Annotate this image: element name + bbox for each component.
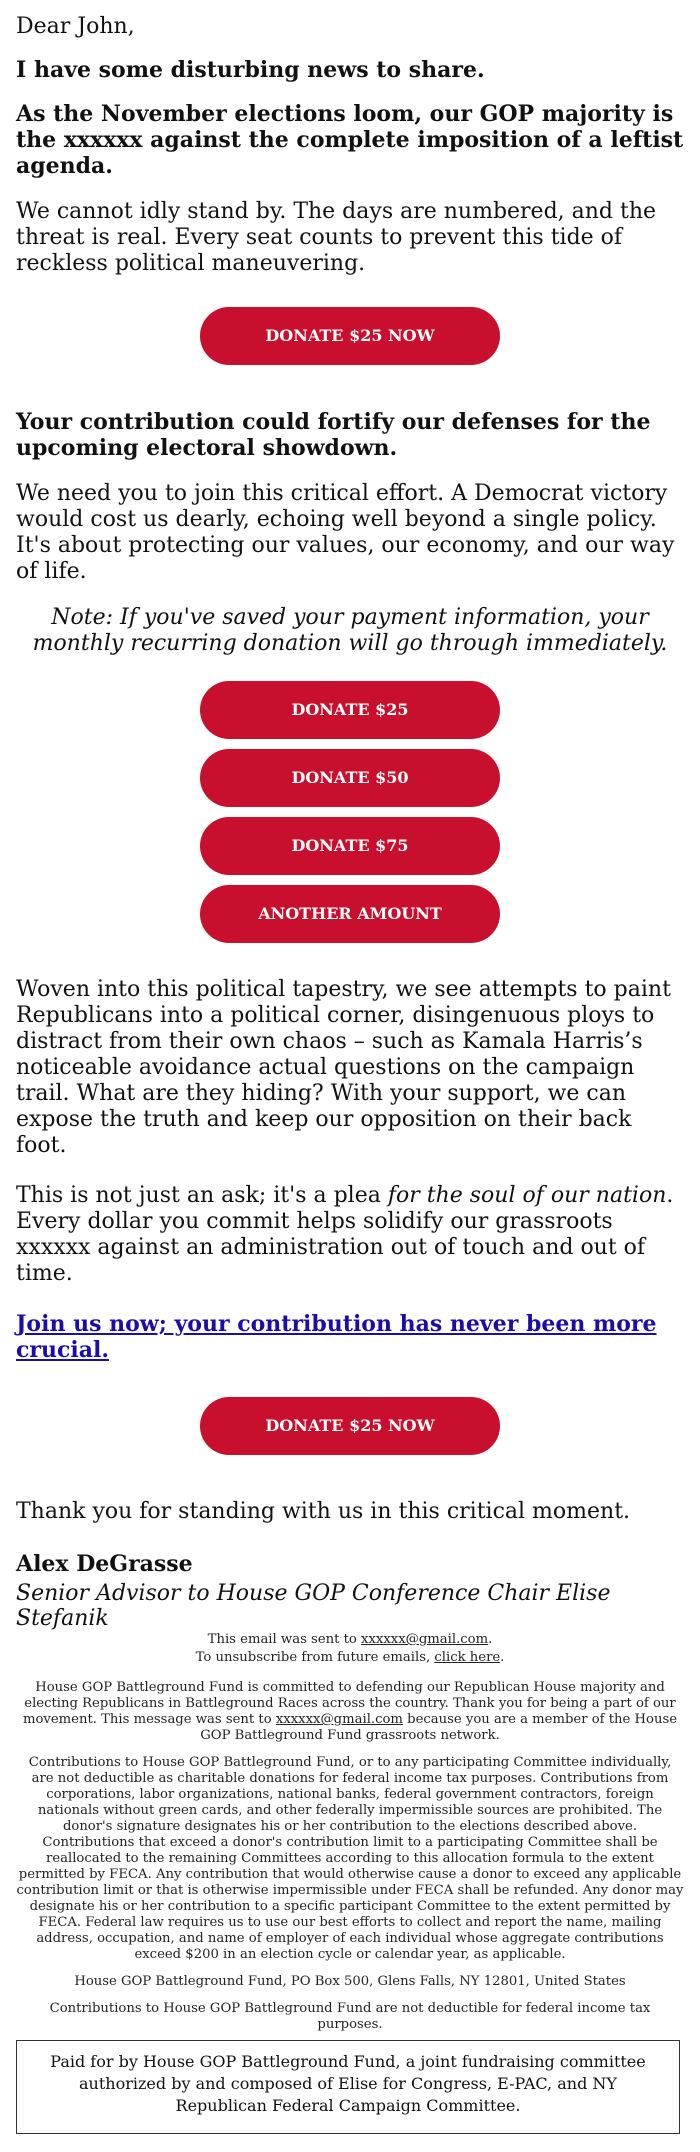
- headline-contribution: Your contribution could fortify our defenses for the upcoming electoral showdown.: [16, 409, 651, 461]
- unsubscribe-prefix: To unsubscribe from future emails,: [195, 1650, 435, 1665]
- paragraph-plea: [16, 1183, 684, 1287]
- another-amount-button[interactable]: ANOTHER AMOUNT: [200, 885, 500, 943]
- unsubscribe-link[interactable]: click here: [434, 1650, 501, 1665]
- unsubscribe-suffix: .: [500, 1650, 505, 1665]
- about-text-1: House GOP Battleground Fund is committed to defending our Republican House majority and electing Republicans in Battleground Races across the country. Thank you for being a part of our movement. This message was sent to: [22, 1680, 676, 1727]
- payment-note: Note: If you've saved your payment information, your monthly recurring donation will go through immediately.: [32, 605, 668, 656]
- cta-bottom-row: [16, 1397, 684, 1465]
- email-body: [16, 14, 684, 1631]
- sent-to-line: [16, 1632, 684, 1648]
- cta-top-row: [16, 307, 684, 375]
- donate-75-button[interactable]: DONATE $75: [200, 817, 500, 875]
- signature-title: Senior Advisor to House GOP Conference Chair Elise Stefanik: [16, 1581, 611, 1631]
- about-text-2: because you are a member of the House GOP Battleground Fund grassroots network.: [200, 1712, 678, 1743]
- donate-25-now-button-top[interactable]: DONATE $25 NOW: [200, 307, 500, 365]
- mailing-address: House GOP Battleground Fund, PO Box 500, Glens Falls, NY 12801, United States: [74, 1974, 626, 1989]
- plea-emphasis: for the soul of our nation: [387, 1183, 667, 1208]
- donate-25-now-button-bottom[interactable]: DONATE $25 NOW: [200, 1397, 500, 1455]
- tax-deductible-note: Contributions to House GOP Battleground Fund are not deductible for federal income tax purposes.: [49, 2001, 651, 2032]
- donate-25-button[interactable]: DONATE $25: [200, 681, 500, 739]
- sent-to-email-link[interactable]: xxxxxx@gmail.com: [361, 1632, 489, 1647]
- legal-disclaimer: Contributions to House GOP Battleground Fund, or to any participating Committee individually, are not deductible as charitable donations for federal income tax purposes. Contributions from corporations, labor organizations, national banks, federal government contractors, foreign nationals without green cards, and other federally impermissible sources are prohibited. The donor's signature designates his or her contribution to the elections described above. Contributions that exceed a donor's contribution limit to a participating Committee shall be reallocated to the remaining Committees according to this allocation formula to the extent permitted by FECA. Any contribution that would otherwise cause a donor to exceed any applicable contribution limit or that is otherwise impermissible under FECA shall be refunded. Any donor may designate his or her contribution to a specific participant Committee to the extent permitted by FECA. Federal law requires us to use our best efforts to collect and report the name, mailing address, occupation, and name of employer of each individual whose aggregate contributions exceed $200 in an election cycle or calendar year, as applicable.: [16, 1755, 684, 1962]
- unsubscribe-line: [16, 1650, 684, 1666]
- signature-name: Alex DeGrasse: [16, 1551, 193, 1577]
- greeting: Dear John,: [16, 14, 135, 39]
- paragraph-stand-by: We cannot idly stand by. The days are numbered, and the threat is real. Every seat counts to prevent this tide of reckless political maneuvering.: [16, 199, 657, 276]
- donate-buttons-group: [16, 681, 684, 953]
- headline-elections: As the November elections loom, our GOP majority is the xxxxxx against the complete imposition of a leftist agenda.: [16, 101, 684, 179]
- about-paragraph: [16, 1680, 684, 1744]
- paragraph-tapestry: Woven into this political tapestry, we see attempts to paint Republicans into a political corner, disingenuous ploys to distract from their own chaos – such as Kamala Harris’s noticeable avoidance actual questions on the campaign trail. What are they hiding? With your support, we can expose the truth and keep our opposition on their back foot.: [16, 977, 671, 1158]
- thank-you-text: Thank you for standing with us in this critical moment.: [16, 1499, 631, 1524]
- plea-text-start: This is not just an ask; it's a plea: [16, 1183, 388, 1208]
- email-footer: [16, 1632, 684, 2044]
- join-us-link[interactable]: Join us now; your contribution has never been more crucial.: [16, 1311, 657, 1363]
- plea-text-end: . Every dollar you commit helps solidify our grassroots xxxxxx against an administration out of touch and out of time.: [16, 1183, 674, 1286]
- headline-news: I have some disturbing news to share.: [16, 57, 485, 83]
- sent-to-prefix: This email was sent to: [207, 1632, 362, 1647]
- paragraph-join-effort: We need you to join this critical effort. A Democrat victory would cost us dearly, echoing well beyond a single policy. It's about protecting our values, our economy, and our way of life.: [16, 481, 675, 584]
- paid-for-disclaimer: Paid for by House GOP Battleground Fund, a joint fundraising committee authorized by and composed of Elise for Congress, E-PAC, and NY Republican Federal Campaign Committee.: [16, 2040, 680, 2134]
- donate-50-button[interactable]: DONATE $50: [200, 749, 500, 807]
- about-email-link[interactable]: xxxxxx@gmail.com: [275, 1712, 403, 1727]
- sent-to-suffix: .: [488, 1632, 493, 1647]
